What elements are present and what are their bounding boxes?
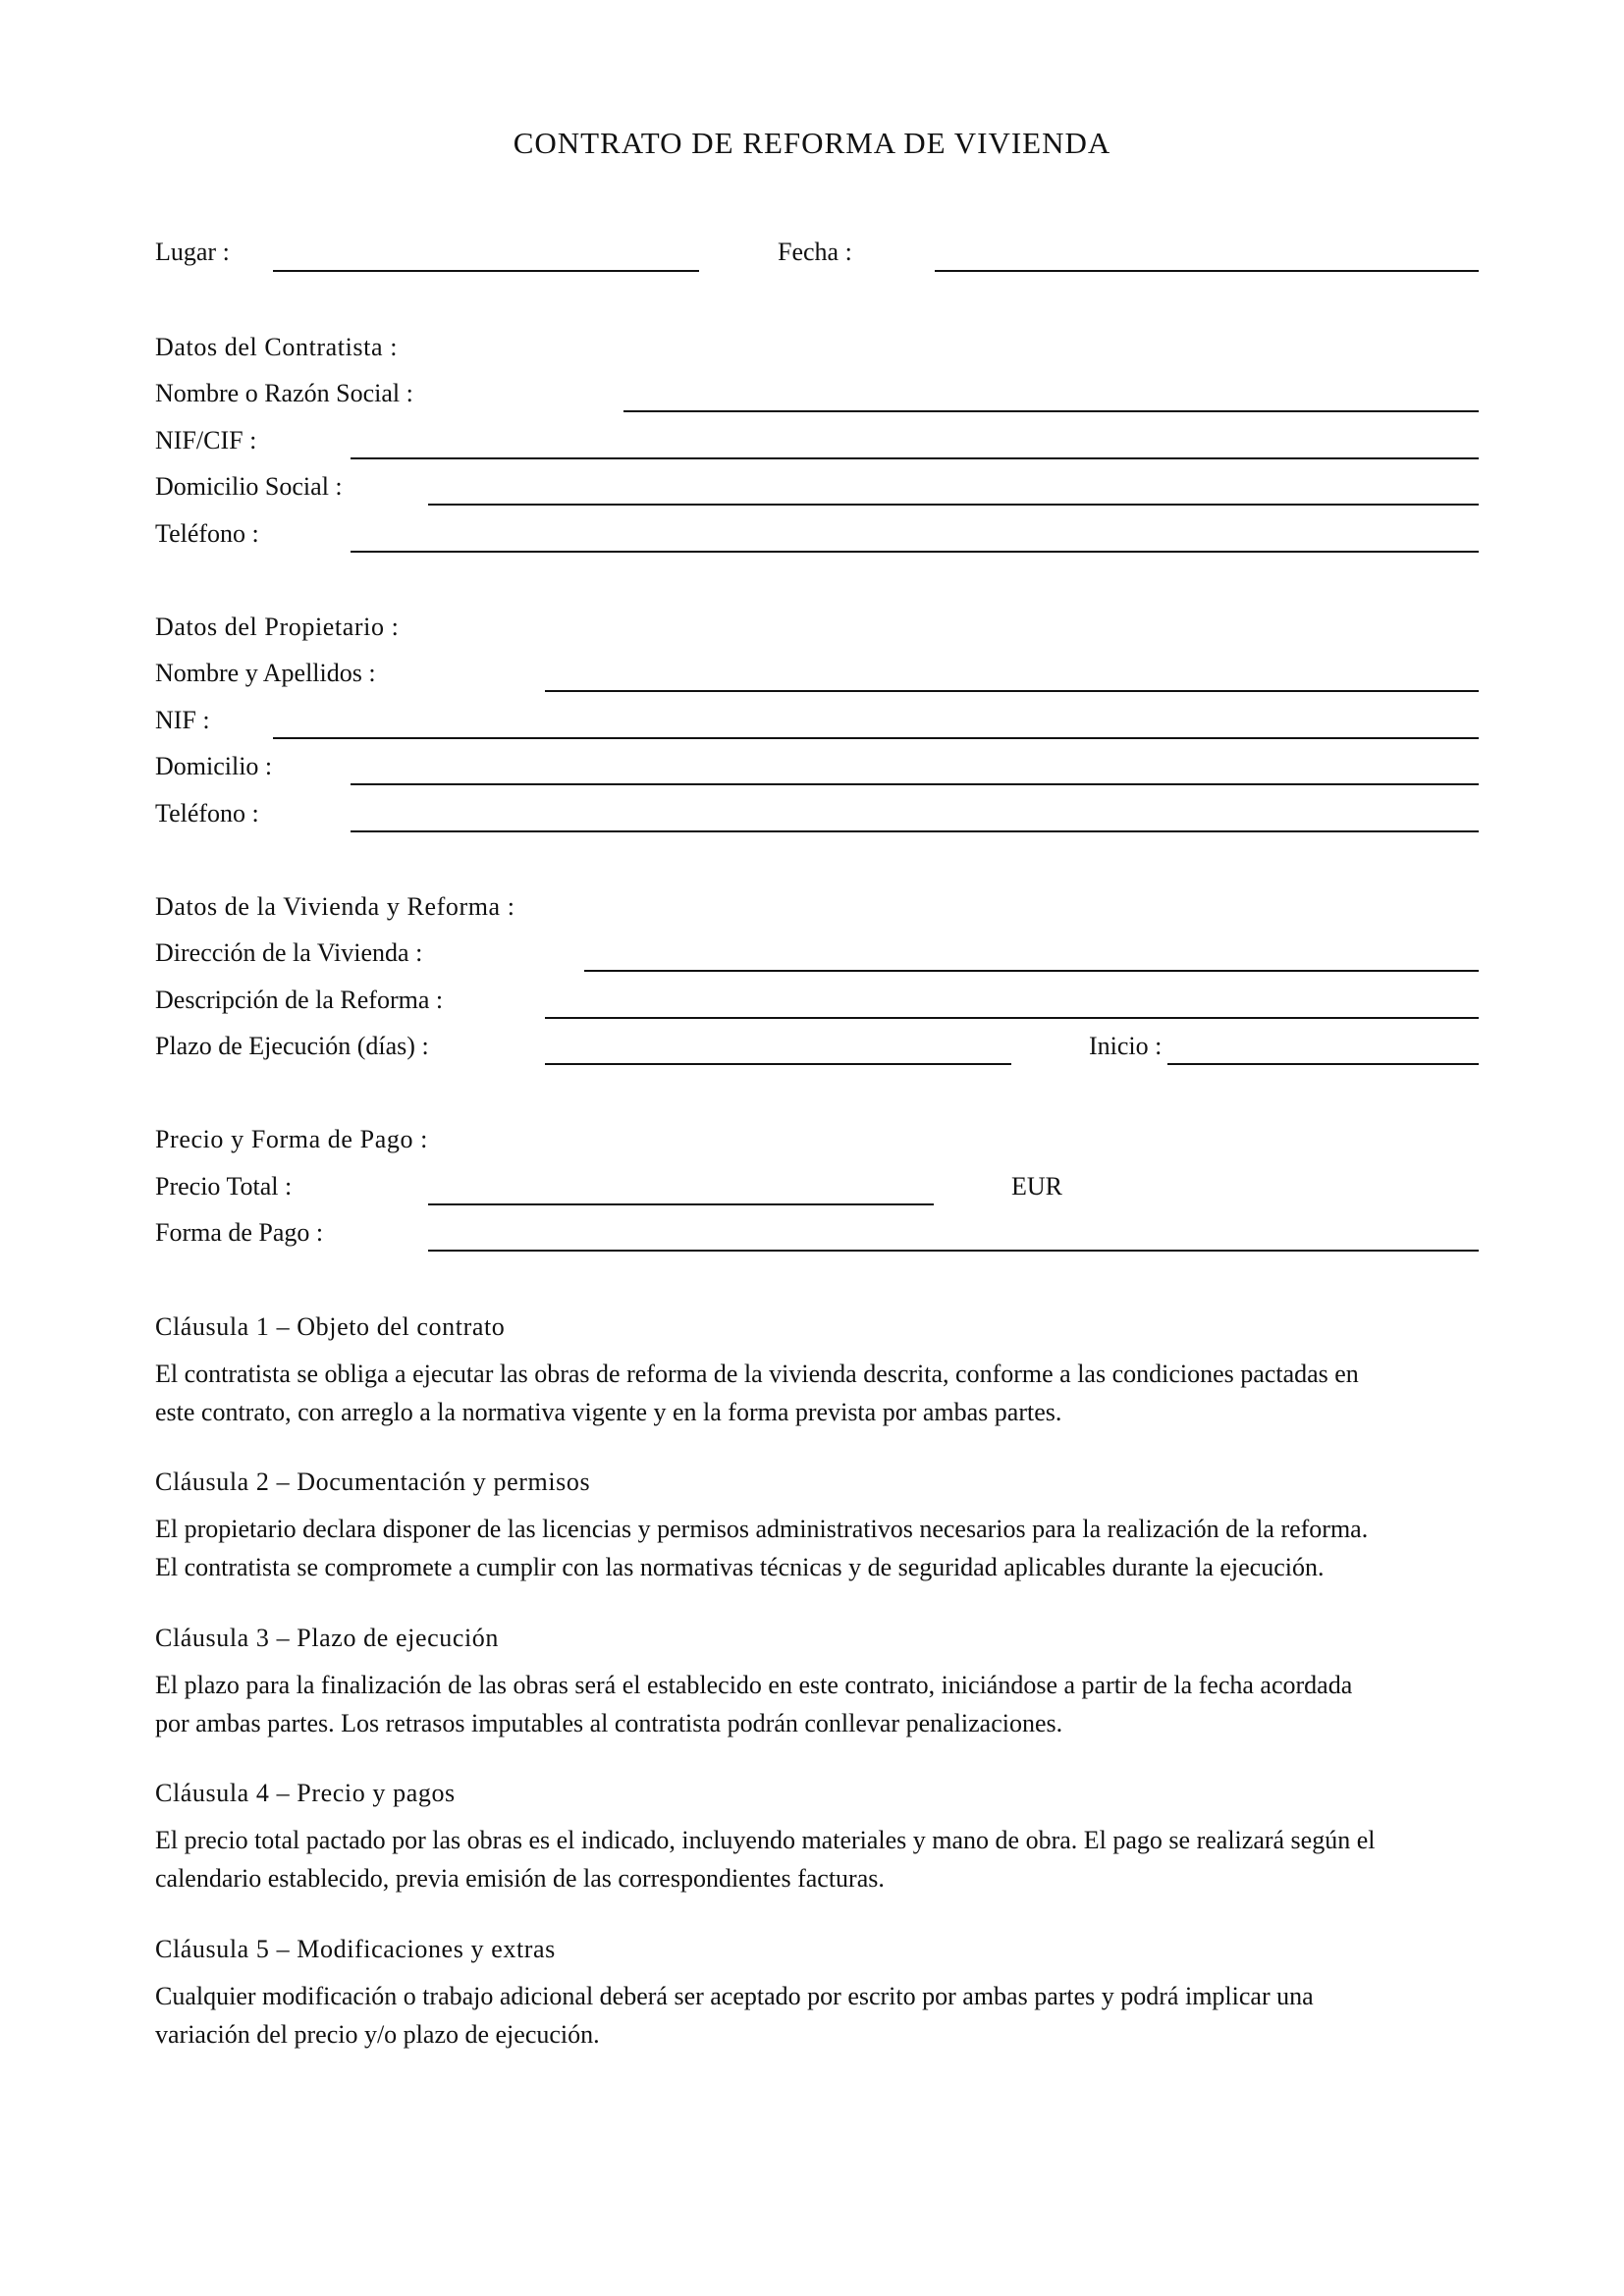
lugar-label: Lugar : — [155, 238, 230, 266]
clause-1-title: Cláusula 1 – Objeto del contrato — [155, 1312, 506, 1341]
inicio-label: Inicio : — [1089, 1032, 1163, 1060]
clause-3-line-1: El plazo para la finalización de las obras será el establecido en este contrato, iniciándose a partir de la fecha acordada — [155, 1671, 1353, 1699]
propietario-nif-label: NIF : — [155, 706, 210, 734]
propietario-domicilio-field[interactable] — [351, 783, 1479, 785]
clause-1-line-2: este contrato, con arreglo a la normativa vigente y en la forma prevista por ambas partes. — [155, 1398, 1062, 1426]
clause-4-line-1: El precio total pactado por las obras es el indicado, incluyendo materiales y mano de obra. El pago se realizará según el — [155, 1826, 1376, 1854]
clause-5-line-2: variación del precio y/o plazo de ejecución. — [155, 2020, 600, 2049]
clause-4-body — [155, 1821, 1490, 1897]
clause-3-title: Cláusula 3 – Plazo de ejecución — [155, 1624, 499, 1652]
precio-total-label: Precio Total : — [155, 1172, 293, 1201]
reforma-descripcion-label: Descripción de la Reforma : — [155, 986, 444, 1014]
vivienda-direccion-label: Dirección de la Vivienda : — [155, 938, 423, 967]
pago-heading: Precio y Forma de Pago : — [155, 1125, 428, 1153]
propietario-heading: Datos del Propietario : — [155, 613, 400, 641]
currency-label: EUR — [1011, 1172, 1062, 1201]
propietario-telefono-label: Teléfono : — [155, 799, 259, 828]
contratista-heading: Datos del Contratista : — [155, 333, 399, 361]
clause-5-line-1: Cualquier modificación o trabajo adicional deberá ser aceptado por escrito por ambas partes y podrá implicar una — [155, 1982, 1314, 2010]
propietario-domicilio-label: Domicilio : — [155, 752, 273, 780]
clause-1-line-1: El contratista se obliga a ejecutar las obras de reforma de la vivienda descrita, conforme a las condiciones pactadas en — [155, 1360, 1359, 1388]
vivienda-heading: Datos de la Vivienda y Reforma : — [155, 892, 515, 921]
propietario-telefono-field[interactable] — [351, 830, 1479, 832]
clause-2-title: Cláusula 2 – Documentación y permisos — [155, 1468, 591, 1496]
vivienda-direccion-field[interactable] — [584, 970, 1479, 972]
contratista-telefono-field[interactable] — [351, 551, 1479, 553]
contratista-nif-field[interactable] — [351, 457, 1479, 459]
propietario-nombre-field[interactable] — [545, 690, 1479, 692]
fecha-label: Fecha : — [778, 238, 852, 266]
contratista-domicilio-field[interactable] — [428, 504, 1479, 506]
clause-5-title: Cláusula 5 – Modificaciones y extras — [155, 1935, 556, 1963]
clause-2-body — [155, 1510, 1490, 1586]
contratista-nombre-label: Nombre o Razón Social : — [155, 379, 413, 407]
inicio-field[interactable] — [1167, 1063, 1479, 1065]
clause-4-line-2: calendario establecido, previa emisión de las correspondientes facturas. — [155, 1864, 885, 1893]
fecha-field[interactable] — [935, 270, 1479, 272]
contratista-telefono-label: Teléfono : — [155, 519, 259, 548]
forma-pago-field[interactable] — [428, 1250, 1479, 1252]
clause-3-line-2: por ambas partes. Los retrasos imputables al contratista podrán conllevar penalizaciones. — [155, 1709, 1063, 1737]
forma-pago-label: Forma de Pago : — [155, 1218, 324, 1247]
clause-2-line-1: El propietario declara disponer de las licencias y permisos administrativos necesarios para la realización de la reforma. — [155, 1515, 1369, 1543]
clause-4-title: Cláusula 4 – Precio y pagos — [155, 1779, 456, 1807]
contratista-nombre-field[interactable] — [623, 410, 1479, 412]
reforma-descripcion-field[interactable] — [545, 1017, 1479, 1019]
clause-2-line-2: El contratista se compromete a cumplir con las normativas técnicas y de seguridad aplicables durante la ejecución. — [155, 1553, 1325, 1581]
clause-1-body — [155, 1355, 1490, 1431]
precio-total-field[interactable] — [428, 1203, 934, 1205]
contratista-nif-label: NIF/CIF : — [155, 426, 257, 454]
document-title: CONTRATO DE REFORMA DE VIVIENDA — [513, 126, 1111, 160]
contratista-domicilio-label: Domicilio Social : — [155, 472, 343, 501]
propietario-nombre-label: Nombre y Apellidos : — [155, 659, 376, 687]
propietario-nif-field[interactable] — [273, 737, 1479, 739]
lugar-field[interactable] — [273, 270, 699, 272]
plazo-label: Plazo de Ejecución (días) : — [155, 1032, 429, 1060]
clause-5-body — [155, 1977, 1490, 2054]
plazo-field[interactable] — [545, 1063, 1011, 1065]
clause-3-body — [155, 1666, 1490, 1742]
